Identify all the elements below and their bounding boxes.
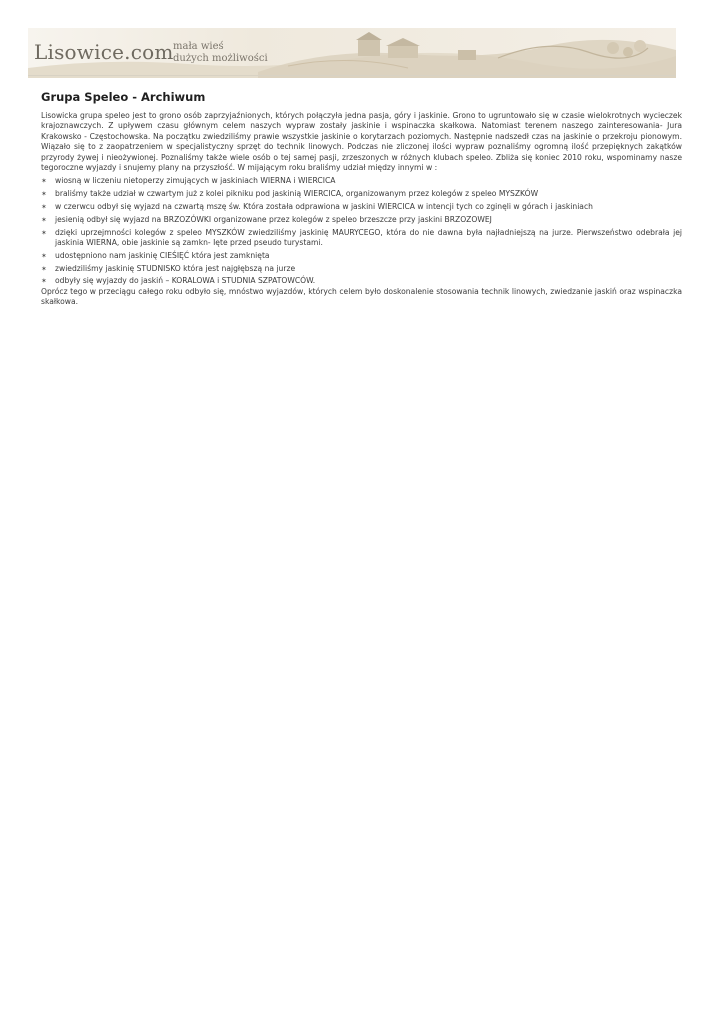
site-logo[interactable]: Lisowice.com xyxy=(34,40,174,64)
list-item-text: jesienią odbył się wyjazd na BRZOZÓWKI organizowane przez kolegów z speleo brzeszcze przy jaskini BRZOZOWEJ xyxy=(55,214,492,224)
star-bullet-icon: ✶ xyxy=(41,277,47,286)
intro-paragraph: Lisowicka grupa speleo jest to grono osób zaprzyjaźnionych, których połączyła jedna pasja, góry i jaskinie. Grono to ugruntowało się w czasie wielokrotnych wycieczek krajoznawczych. Z upływem czasu głównym celem naszych wypraw zostały jaskinie i wspinaczka skałkowa. Natomiast terenem naszego zainteresowania- Jura Krakowsko - Częstochowska. Na początku zwiedziliśmy prawie wszystkie jaskinie o korytarzach poziomych. Następnie nadszedł czas na jaskinie o przekroju pionowym. Wiązało się to z zaopatrzeniem w specjalistyczny sprzęt do technik linowych. Podczas nie zliczonej ilości wypraw poznaliśmy ogromną ilość przepięknych zakątków przyrody żywej i nieożywionej. Poznaliśmy także wiele osób o tej samej pasji, zrzeszonych w różnych klubach speleo. Zbliża się koniec 2010 roku, wspominamy nasze tegoroczne wyjazdy i snujemy plany na przyszłość. W mijającym roku braliśmy udział między innymi w : xyxy=(41,111,682,173)
site-header xyxy=(28,28,676,78)
list-item-text: braliśmy także udział w czwartym już z kolei pikniku pod jaskinią WIERCICA, organizowanym przez kolegów z speleo MYSZKÓW xyxy=(55,189,539,199)
star-bullet-icon: ✶ xyxy=(41,251,47,260)
list-item xyxy=(41,202,682,212)
list-item-text: w czerwcu odbył się wyjazd na czwartą mszę św. Która została odprawiona w jaskini WIERCICA w intencji tych co zginęli w górach i jaskiniach xyxy=(55,202,593,212)
star-bullet-icon: ✶ xyxy=(41,190,47,199)
tagline-line-2: dużych możliwości xyxy=(173,53,268,64)
list-item-text: zwiedziliśmy jaskinię STUDNISKO która jest najgłębszą na jurze xyxy=(55,263,296,273)
article xyxy=(41,90,682,308)
page-title: Grupa Speleo - Archiwum xyxy=(41,90,206,104)
star-bullet-icon: ✶ xyxy=(41,228,47,237)
tagline-line-1: mała wieś xyxy=(173,41,224,52)
header-divider xyxy=(28,75,676,76)
site-tagline xyxy=(173,41,268,65)
list-item-text: udostępniono nam jaskinię CIEŚIĘĆ która jest zamknięta xyxy=(55,250,270,260)
list-item xyxy=(41,276,682,286)
list-item xyxy=(41,251,682,261)
list-item xyxy=(41,176,682,186)
list-item-text: odbyły się wyjazdy do jaskiń – KORALOWA i STUDNIA SZPATOWCÓW. xyxy=(55,276,316,286)
list-item xyxy=(41,215,682,225)
star-bullet-icon: ✶ xyxy=(41,264,47,273)
star-bullet-icon: ✶ xyxy=(41,215,47,224)
list-item-text: wiosną w liczeniu nietoperzy zimujących w jaskiniach WIERNA i WIERCICA xyxy=(55,176,336,186)
list-item xyxy=(41,189,682,199)
star-bullet-icon: ✶ xyxy=(41,177,47,186)
activities-list xyxy=(41,176,682,286)
star-bullet-icon: ✶ xyxy=(41,203,47,212)
list-item xyxy=(41,264,682,274)
list-item xyxy=(41,228,682,249)
list-item-text: dzięki uprzejmności kolegów z speleo MYSZKÓW zwiedziliśmy jaskinię MAURYCEGO, która do nie dawna była najładniejszą na jurze. Pierwszeństwo odebrała jej jaskinia WIERNA, obie jaskinie są zamkn- Ięte przed pseudo turystami. xyxy=(55,227,682,248)
outro-paragraph: Oprócz tego w przeciągu całego roku odbyło się, mnóstwo wyjazdów, których celem było doskonalenie stosowania technik linowych, zwiedzanie jaskiń oraz wspinaczka skałkowa. xyxy=(41,286,682,307)
